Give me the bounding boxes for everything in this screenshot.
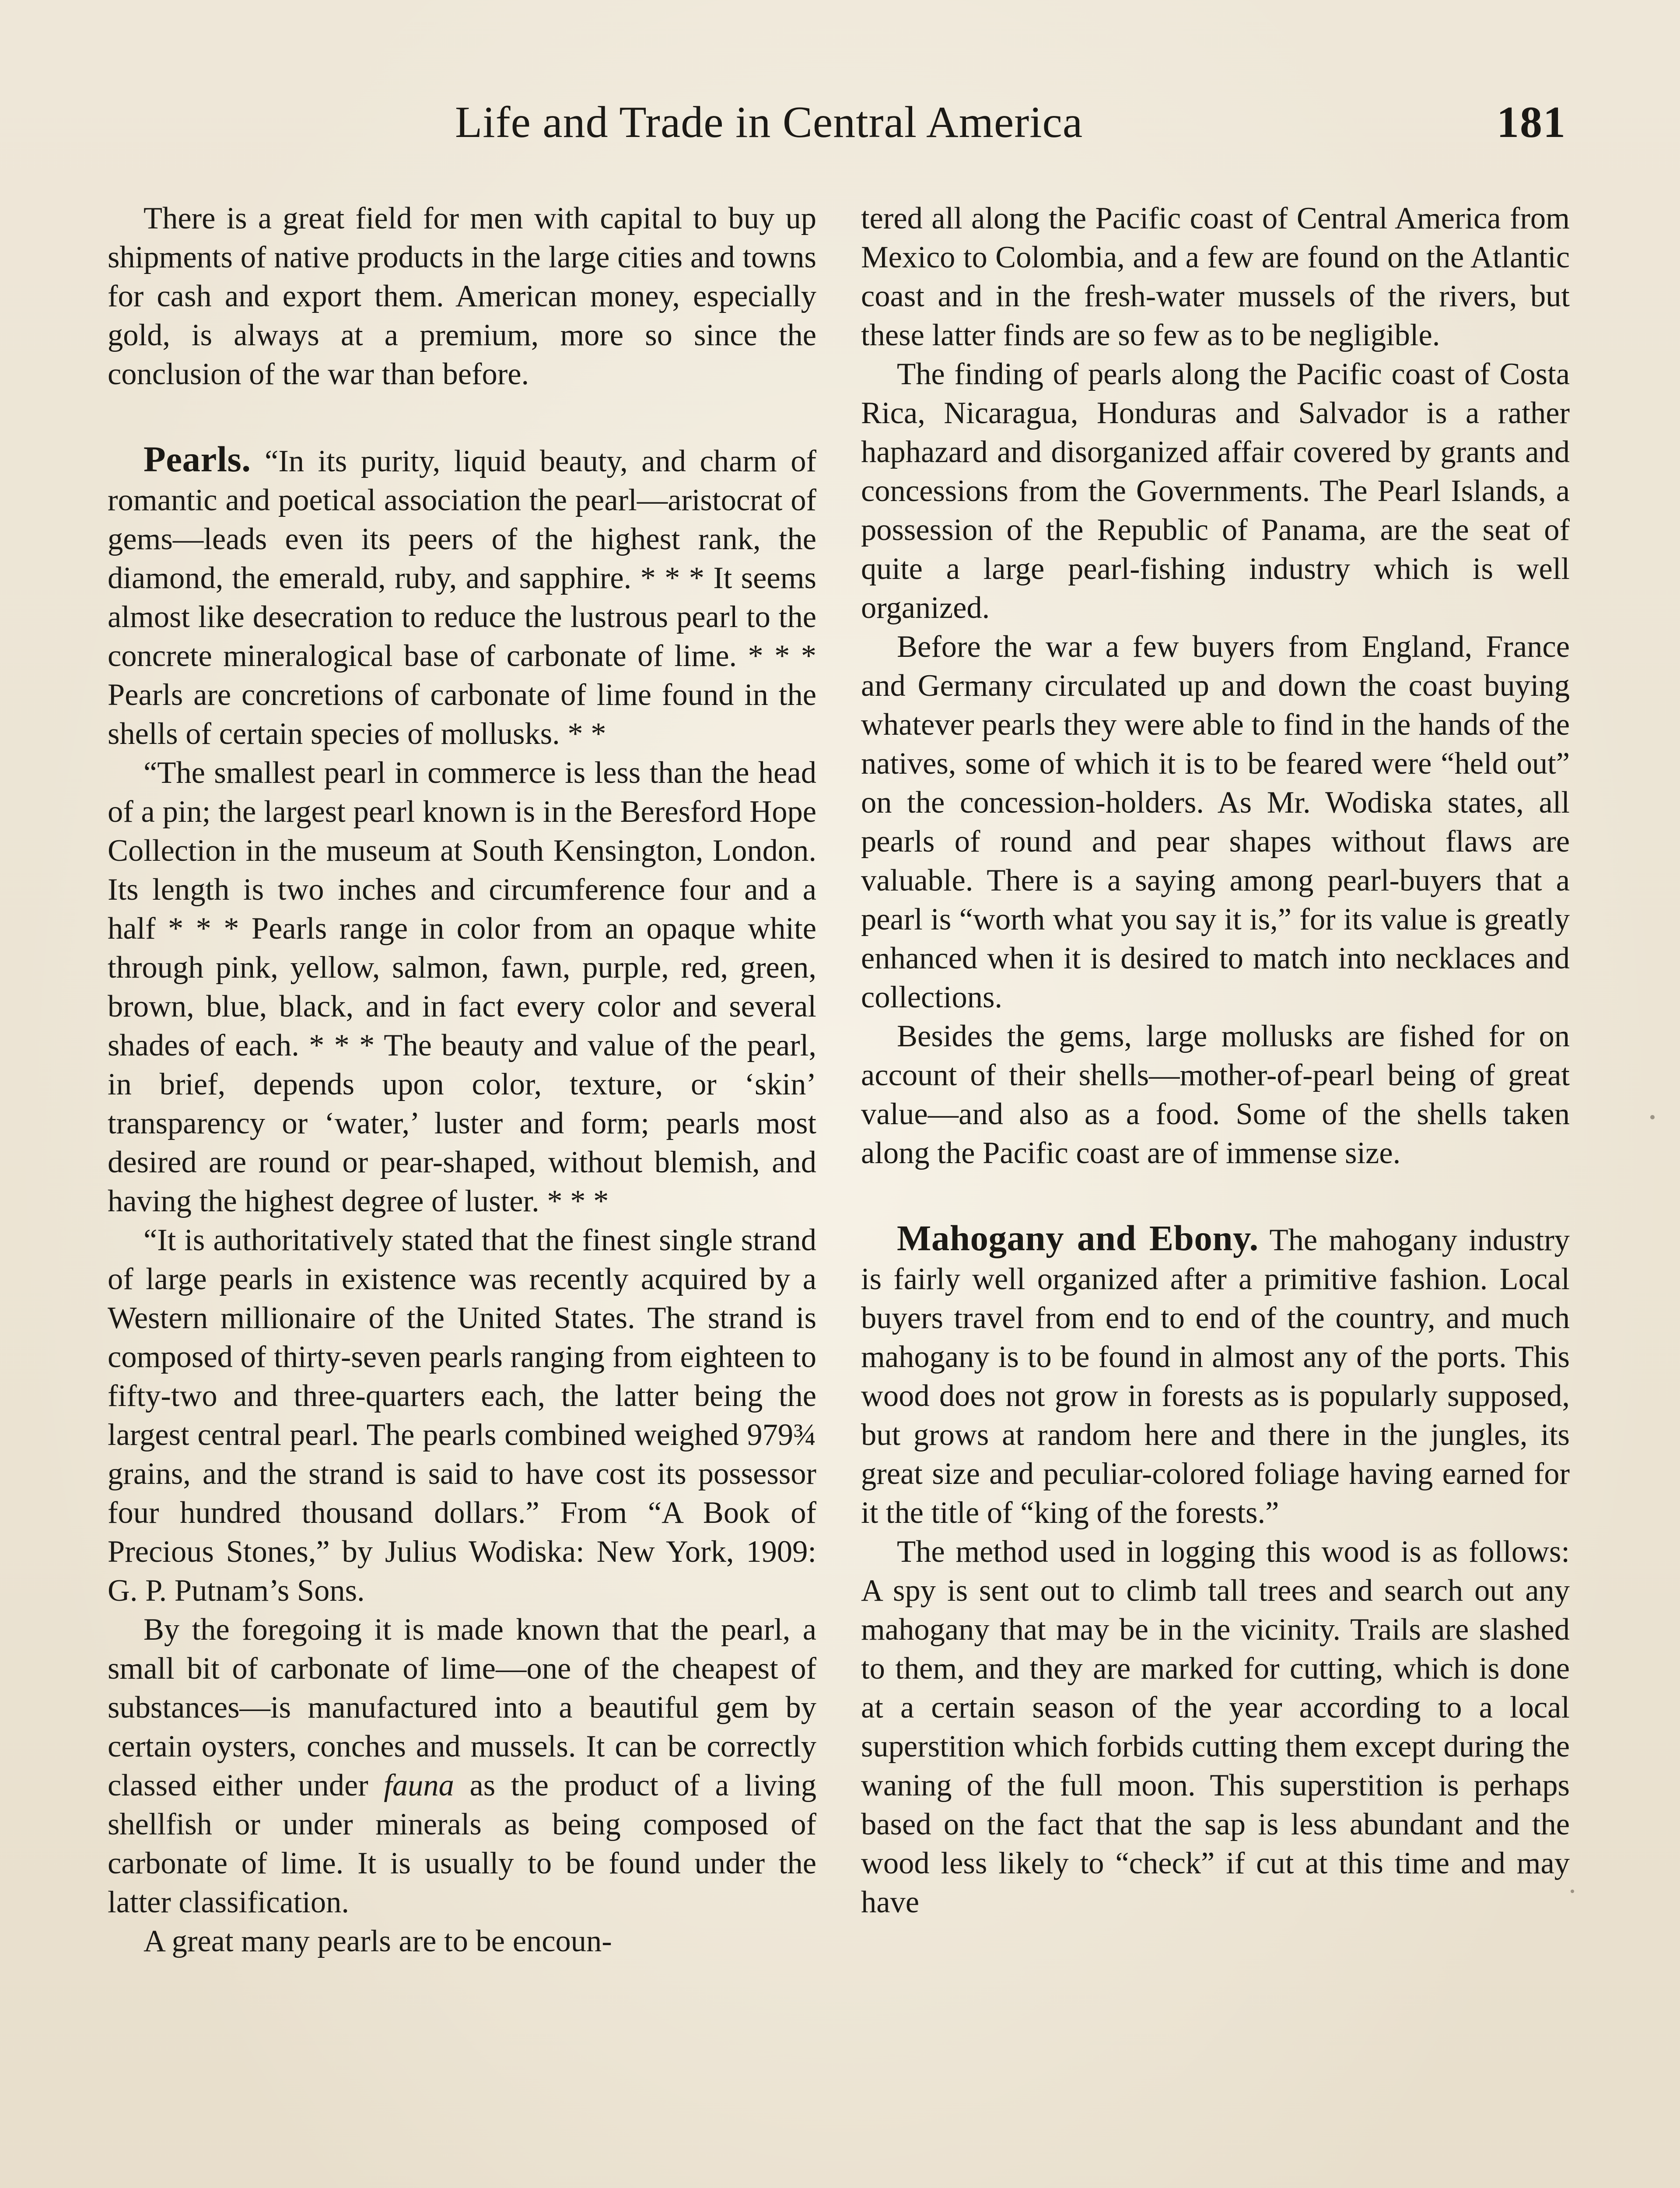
section-gap: [108, 394, 816, 440]
paragraph-pearl-finding: The finding of pearls along the Pacific coast of Costa Rica, Nicaragua, Honduras and Salvador is a rather haphazard and disorganized affair covered by grants and concessions from the Governments. The Pearl Islands, a possession of the Republic of Panama, are the seat of quite a large pearl-fishing industry which is well organized.: [861, 357, 1570, 625]
paragraph-mollusk-shells: Besides the gems, large mollusks are fished for on account of their shells—mother-of-pearl being of great value—and also as a food. Some of the shells taken along the Pacific coast are of immense size.: [861, 1019, 1570, 1170]
foregoing-text-a: By the foregoing it is made known that the pearl, a small bit of carbonate of lime—one of the cheapest of substances—is manufactured into a beautiful gem by certain oysters, conches and mussels. It can be correctly classed either under: [108, 1613, 816, 1802]
running-title: Life and Trade in Central America: [455, 98, 1083, 147]
paragraph-pacific-coast: tered all along the Pacific coast of Central America from Mexico to Colombia, and a few are found on the Atlantic coast and in the fresh-water mussels of the rivers, but these latter finds are so few as to be negligible.: [861, 201, 1570, 352]
paragraph-smallest-pearl: “The smallest pearl in commerce is less than the head of a pin; the largest pearl known is in the Beresford Hope Collection in the museum at South Kensington, London. Its length is two inches and circumference four and a half * * * Pearls range in color from an opaque white through pink, yellow, salmon, fawn, purple, red, green, brown, blue, black, and in fact every color and several shades of each. * * * The beauty and value of the pearl, in brief, depends upon color, texture, or ‘skin’ transparency or ‘water,’ luster and form; pearls most desired are round or pear-shaped, without blemish, and having the highest degree of luster. * * *: [108, 756, 816, 1218]
section-heading-pearls: Pearls.: [144, 439, 251, 479]
paper-speck: [1650, 1115, 1655, 1119]
section-heading-mahogany: Mahogany and Ebony.: [897, 1218, 1259, 1258]
paragraph-finest-strand: “It is authoritatively stated that the finest single strand of large pearls in existence was recently acquired by a Western millionaire of the United States. The strand is composed of thirty-seven pearls ranging from eighteen to fifty-two and three-quarters each, the latter being the largest central pearl. The pearls combined weighed 979¾ grains, and the strand is said to have cost its possessor four hundred thousand dollars.” From “A Book of Precious Stones,” by Julius Wodiska: New York, 1909: G. P. Putnam’s Sons.: [108, 1223, 816, 1608]
mahogany-intro-text: The mahogany industry is fairly well organized after a primitive fashion. Local buyers travel from end to end of the country, and much mahogany is to be found in almost any of the ports. This wood does not grow in forests as is popularly supposed, but grows at random here and there in the jungles, its great size and peculiar-colored foliage having earned for it the title of “king of the forests.”: [861, 1223, 1570, 1530]
paragraph-pearl-buyers: Before the war a few buyers from England, France and Germany circulated up and down the coast buying whatever pearls they were able to find in the hands of the natives, some of which it is to be feared were “held out” on the concession-holders. As Mr. Wodiska states, all pearls of round and pear shapes without flaws are valuable. There is a saying among pearl-buyers that a pearl is “worth what you say it is,” for its value is greatly enhanced when it is desired to match into necklaces and collections.: [861, 630, 1570, 1014]
paragraph-capital-field: There is a great field for men with capital to buy up shipments of native products in the large cities and towns for cash and export them. American money, especially gold, is always at a premium, more so since the conclusion of the war than before.: [108, 201, 816, 391]
section-gap: [861, 1173, 1570, 1219]
foregoing-text-b: as the product of a living shellfish or under minerals as being composed of carbonate of lime. It is usually to be found under the latter classification.: [108, 1768, 816, 1919]
page-header: [109, 94, 1566, 151]
paper-speck: [1571, 1890, 1574, 1893]
paragraph-foregoing: [108, 1610, 816, 1922]
paragraph-pearls-encountered: A great many pearls are to be encoun-: [144, 1924, 612, 1958]
paragraph-pearls-intro: [108, 440, 816, 754]
paragraph-mahogany-intro: [861, 1219, 1570, 1532]
page-number: 181: [1497, 98, 1566, 147]
foregoing-italic-word: fauna: [384, 1768, 454, 1802]
paragraph-logging-method: The method used in logging this wood is as follows: A spy is sent out to climb tall trees and search out any mahogany that may be in the vicinity. Trails are slashed to them, and they are marked for cutting, which is done at a certain season of the year according to a local superstition which forbids cutting them except during the waning of the full moon. This superstition is perhaps based on the fact that the sap is less abundant and the wood less likely to “check” if cut at this time and may have: [861, 1535, 1570, 1919]
pearls-intro-text: “In its purity, liquid beauty, and charm of romantic and poetical association the pearl—aristocrat of gems—leads even its peers of the highest rank, the diamond, the emerald, ruby, and sapphire. * * * It seems almost like desecration to reduce the lustrous pearl to the concrete mineralogical base of carbonate of lime. * * * Pearls are concretions of carbonate of lime found in the shells of certain species of mollusks. * *: [108, 444, 816, 751]
left-column: [108, 199, 816, 1961]
right-column: [861, 199, 1570, 1922]
